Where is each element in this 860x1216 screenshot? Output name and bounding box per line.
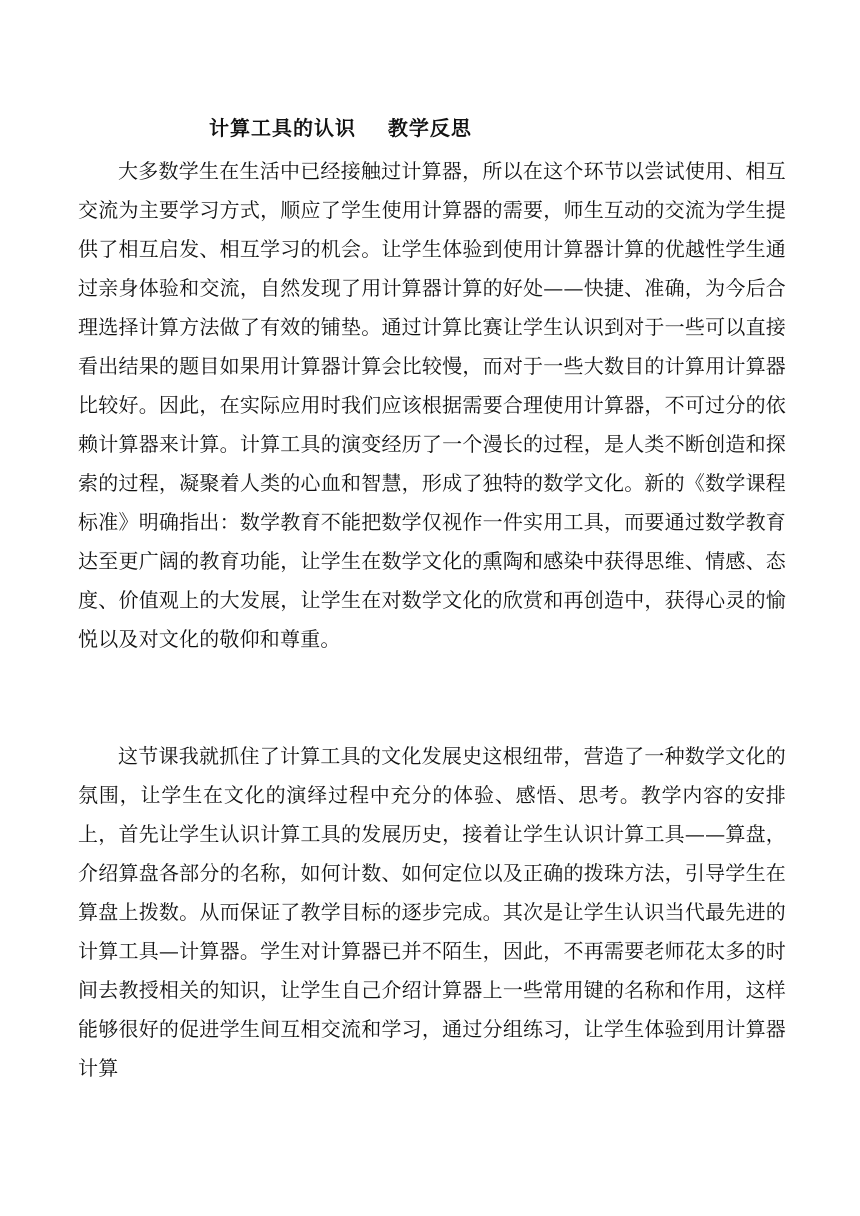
paragraph-1: 大多数学生在生活中已经接触过计算器，所以在这个环节以尝试使用、相互交流为主要学习方式，顺应了学生使用计算器的需要，师生互动的交流为学生提供了相互启发、相互学习的机会。让学生体验到使用计算器计算的优越性学生通过亲身体验和交流，自然发现了用计算器计算的好处——快捷、准确，为今后合理选择计算方法做了有效的铺垫。通过计算比赛让学生认识到对于一些可以直接看出结果的题目如果用计算器计算会比较慢，而对于一些大数目的计算用计算器比较好。因此，在实际应用时我们应该根据需要合理使用计算器，不可过分的依赖计算器来计算。计算工具的演变经历了一个漫长的过程，是人类不断创造和探索的过程，凝聚着人类的心血和智慧，形成了独特的数学文化。新的《数学课程标准》明确指出：数学教育不能把数学仅视作一件实用工具，而要通过数学教育达至更广阔的教育功能，让学生在数学文化的熏陶和感染中获得思维、情感、态度、价值观上的大发展，让学生在对数学文化的欣赏和再创造中，获得心灵的愉悦以及对文化的敬仰和尊重。	[78, 159, 786, 651]
paragraph-2: 这节课我就抓住了计算工具的文化发展史这根纽带，营造了一种数学文化的氛围，让学生在文化的演绎过程中充分的体验、感悟、思考。教学内容的安排上，首先让学生认识计算工具的发展历史，接着让学生认识计算工具——算盘，介绍算盘各部分的名称，如何计数、如何定位以及正确的拨珠方法，引导学生在算盘上拨数。从而保证了教学目标的逐步完成。其次是让学生认识当代最先进的计算工具—计算器。学生对计算器已并不陌生，因此，不再需要老师花太多的时间去教授相关的知识，让学生自己介绍计算器上一些常用键的名称和作用，这样能够很好的促进学生间互相交流和学习，通过分组练习，让学生体验到用计算器计算	[78, 744, 786, 1080]
document-title: 计算工具的认识 教学反思	[209, 116, 472, 140]
